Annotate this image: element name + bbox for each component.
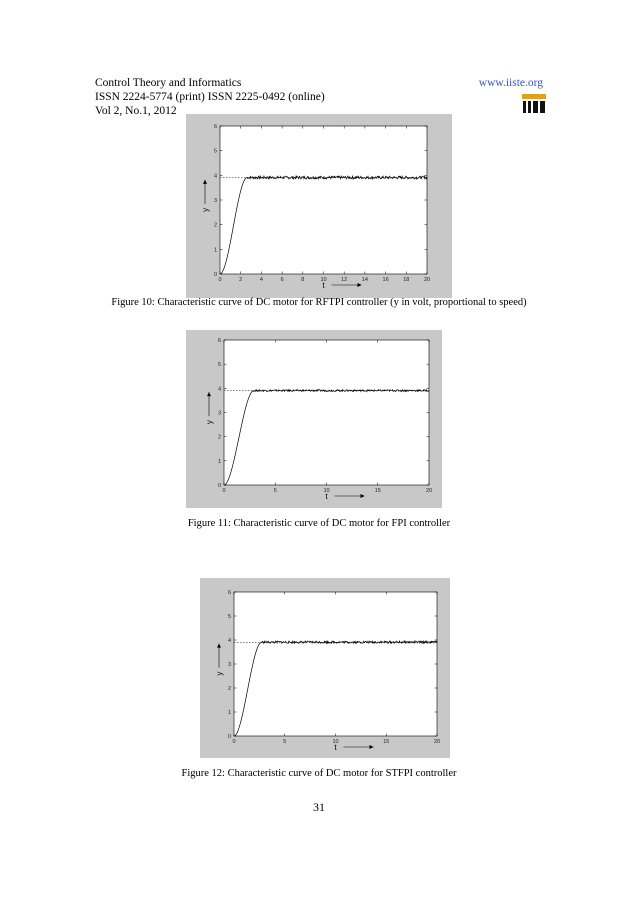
y-tick-label: 6: [217, 338, 221, 344]
x-axis-label: t: [334, 743, 337, 752]
x-tick-label: 0: [222, 488, 226, 494]
x-axis-arrowhead: [370, 745, 374, 749]
y-tick-label: 4: [217, 386, 221, 393]
y-tick-label: 6: [227, 590, 231, 596]
page-number: 31: [313, 800, 325, 814]
journal-volume: Vol 2, No.1, 2012: [95, 105, 177, 117]
y-axis-arrowhead: [217, 644, 221, 648]
y-tick-label: 1: [213, 247, 217, 254]
figure-10-chart: [186, 114, 452, 298]
y-axis-label: y: [215, 671, 224, 676]
x-axis-label: t: [322, 281, 325, 290]
figure-12-chart: [200, 578, 450, 758]
y-tick-label: 0: [227, 734, 231, 740]
x-tick-label: 4: [259, 277, 263, 283]
journal-title: Control Theory and Informatics: [95, 77, 242, 89]
x-tick-label: 8: [301, 277, 305, 283]
x-tick-label: 20: [423, 277, 431, 283]
y-tick-label: 3: [227, 662, 231, 668]
y-axis-arrowhead: [207, 392, 211, 396]
y-tick-label: 2: [213, 222, 217, 229]
y-tick-label: 5: [213, 148, 217, 155]
iiste-logo: [522, 94, 546, 114]
plot-area: [224, 340, 429, 485]
x-tick-label: 15: [383, 739, 390, 745]
y-tick-label: 5: [217, 362, 221, 369]
figure-11-caption: Figure 11: Characteristic curve of DC motor for FPI controller: [187, 518, 451, 529]
y-tick-label: 2: [227, 686, 231, 692]
journal-website[interactable]: www.iiste.org: [478, 77, 543, 89]
journal-issn: ISSN 2224-5774 (print) ISSN 2225-0492 (online): [95, 91, 325, 103]
x-tick-label: 14: [361, 277, 368, 283]
x-tick-label: 10: [323, 488, 330, 494]
x-tick-label: 18: [403, 277, 410, 283]
x-tick-label: 12: [341, 277, 348, 283]
x-tick-label: 15: [374, 488, 381, 494]
figure-10-caption: Figure 10: Characteristic curve of DC motor for RFTPI controller (y in volt, proportional to speed): [111, 297, 527, 308]
figure-12-caption: Figure 12: Characteristic curve of DC motor for STFPI controller: [181, 768, 457, 779]
y-tick-label: 3: [213, 198, 217, 204]
y-tick-label: 0: [217, 483, 221, 489]
y-tick-label: 6: [213, 124, 217, 130]
y-tick-label: 3: [217, 410, 221, 417]
y-axis-label: y: [205, 420, 214, 425]
y-tick-label: 4: [227, 638, 231, 644]
y-tick-label: 1: [227, 710, 231, 716]
x-tick-label: 20: [425, 488, 433, 494]
x-tick-label: 0: [218, 277, 222, 283]
plot-area: [234, 592, 437, 736]
x-tick-label: 20: [433, 739, 441, 745]
x-axis-label: t: [325, 492, 328, 501]
x-tick-label: 10: [332, 739, 339, 745]
plot-area: [220, 126, 427, 274]
y-axis-label: y: [201, 207, 210, 212]
x-tick-label: 10: [320, 277, 327, 283]
x-axis-arrowhead: [358, 283, 362, 287]
x-axis-arrowhead: [361, 494, 365, 498]
y-axis-arrowhead: [203, 180, 207, 184]
y-tick-label: 0: [213, 272, 217, 278]
x-tick-label: 16: [382, 277, 389, 283]
y-tick-label: 5: [227, 614, 231, 620]
x-tick-label: 5: [283, 739, 287, 745]
y-tick-label: 2: [217, 434, 221, 441]
x-tick-label: 5: [273, 488, 277, 494]
y-tick-label: 4: [213, 173, 217, 180]
journal-header: [95, 76, 325, 118]
y-tick-label: 1: [217, 458, 221, 465]
x-tick-label: 6: [280, 277, 284, 283]
figure-11-chart: [186, 330, 442, 508]
x-tick-label: 2: [239, 277, 243, 283]
x-tick-label: 0: [232, 739, 236, 745]
